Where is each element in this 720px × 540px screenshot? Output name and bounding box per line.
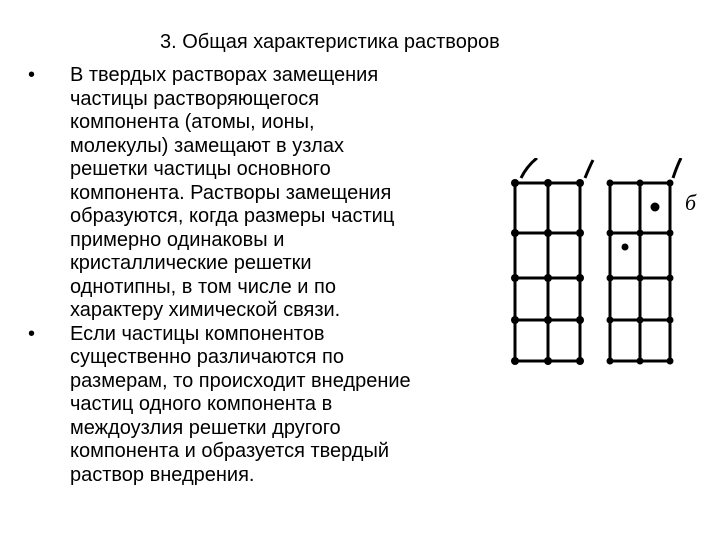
list-item xyxy=(28,64,498,323)
bullet-text-substitution: В твердых растворах замещения частицы растворяющегося компонента (атомы, ионы, молекулы) замещают в узлах решетки частицы основного компонента. Растворы замещения образуются, когда размеры частиц примерно одинаковы и кристаллические решетки однотипны, в том числе и по характеру химической связи. xyxy=(70,64,395,321)
list-item xyxy=(28,323,498,488)
pointer-line xyxy=(673,158,681,178)
bullet-marker: • xyxy=(28,64,36,86)
bullet-list xyxy=(28,64,498,487)
interstitial-lattice xyxy=(610,183,670,361)
figure-label: б xyxy=(685,190,697,215)
bullet-text-interstitial: Если частицы компонентов существенно различаются по размерам, то происходит внедрение частиц одного компонента в междоузлия решетки другого компонента и образуется твердый раствор внедрения. xyxy=(70,322,411,486)
substitution-lattice xyxy=(515,183,580,361)
pointer-line xyxy=(521,158,537,178)
pointer-line xyxy=(585,160,593,178)
interstitial-atom xyxy=(622,244,629,251)
interstitial-atom xyxy=(651,203,660,212)
page-title: 3. Общая характеристика растворов xyxy=(160,31,500,53)
crystal-lattice-figure xyxy=(505,158,705,378)
bullet-marker: • xyxy=(28,322,36,345)
